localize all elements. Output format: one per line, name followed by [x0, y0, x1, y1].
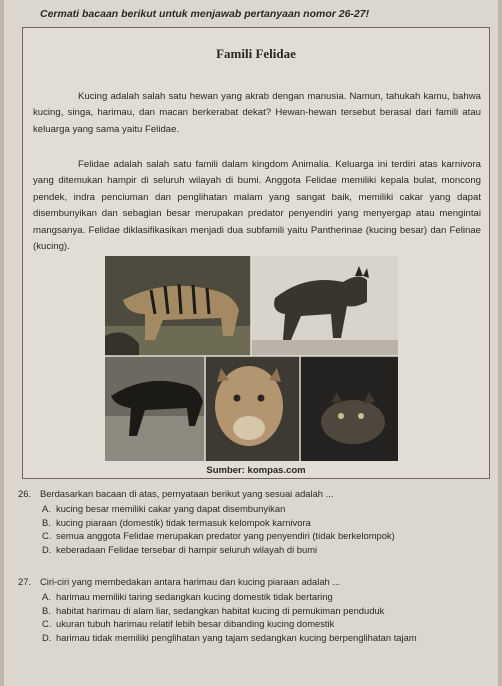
question-27-option-a[interactable]: A. harimau memiliki taring sedangkan kucing domestik tidak bertaring	[42, 591, 333, 602]
question-27-option-b[interactable]: B. habitat harimau di alam liar, sedangkan habitat kucing di pemukiman penduduk	[42, 604, 385, 616]
reading-passage-box	[22, 27, 490, 479]
question-27-number: 27.	[18, 576, 32, 587]
question-27-text: Ciri-ciri yang membedakan antara harimau dan kucing piaraan adalah ...	[40, 576, 341, 587]
question-26-option-b[interactable]: B. kucing piaraan (domestik) tidak termasuk kelompok karnivora	[42, 516, 311, 528]
felidae-photo-collage	[105, 256, 398, 461]
lynx-photo	[251, 256, 398, 356]
instruction-heading: Cermati bacaan berikut untuk menjawab pertanyaan nomor 26-27!	[40, 8, 370, 20]
paragraph-1-text: Kucing adalah salah satu hewan yang akrab dengan manusia. Namun, tahukah kamu, bahwa kucing, singa, harimau, dan macan berkerabat dekat? Hewan-hewan tersebut berasal dari famili atau keluarga yang sama yaitu Felidae.	[33, 91, 481, 135]
worksheet-page	[4, 0, 498, 686]
question-27-option-d[interactable]: D. harimau tidak memiliki penglihatan yang tajam sedangkan kucing berpenglihatan tajam	[42, 631, 417, 643]
passage-paragraph-2	[33, 157, 481, 255]
passage-paragraph-1	[33, 89, 481, 138]
question-26-option-d[interactable]: D. keberadaan Felidae tersebar di hampir seluruh wilayah di bumi	[42, 543, 318, 555]
question-27-option-c[interactable]: C. ukuran tubuh harimau relatif lebih besar dibanding kucing domestik	[42, 618, 335, 630]
question-26	[18, 487, 395, 556]
question-26-text: Berdasarkan bacaan di atas, pernyataan berikut yang sesuai adalah ...	[40, 488, 334, 499]
question-26-option-c[interactable]: C. semua anggota Felidae merupakan predator yang penyendiri (tidak berkelompok)	[42, 530, 395, 542]
passage-title: Famili Felidae	[216, 46, 296, 61]
cougar-photo	[205, 356, 300, 461]
image-source-caption: Sumber: kompas.com	[206, 465, 306, 476]
wildcat-photo	[300, 356, 398, 461]
question-26-option-a[interactable]: A. kucing besar memiliki cakar yang dapat disembunyikan	[42, 503, 286, 514]
tiger-photo	[105, 256, 251, 356]
question-27	[18, 575, 417, 644]
question-26-number: 26.	[18, 488, 32, 499]
paragraph-2-text: Felidae adalah salah satu famili dalam kingdom Animalia. Keluarga ini terdiri atas karnivora yang ditemukan hampir di seluruh wilayah di bumi. Anggota Felidae memiliki kepala bulat, moncong pendek, indra penciuman dan penglihatan malam yang sangat baik, memiliki cakar yang dapat disembunyikan dan sebagian besar merupakan predator penyendiri yang menyergap atau mengintai mangsanya. Felidae diklasifikasikan menjadi dua subfamili yaitu Pantherinae (kucing besar) dan Felinae (kucing).	[33, 159, 481, 253]
panther-photo	[105, 356, 205, 461]
